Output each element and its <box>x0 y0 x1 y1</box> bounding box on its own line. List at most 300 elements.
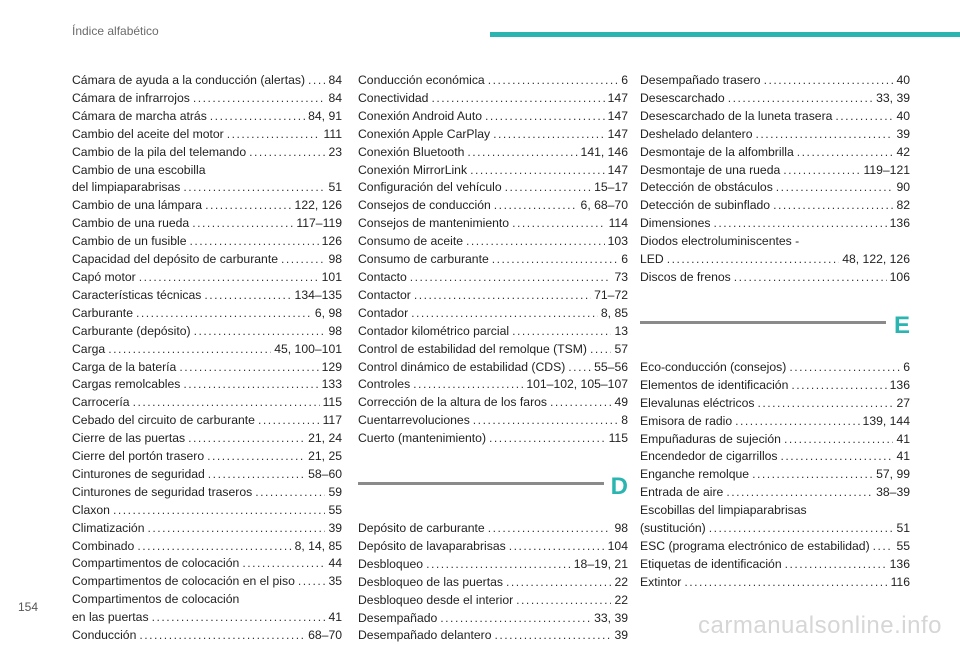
index-page-ref: 115 <box>322 395 342 410</box>
index-term: Carburante <box>72 305 133 320</box>
index-term: Carga <box>72 341 106 356</box>
index-term: Configuración del vehículo <box>358 180 502 195</box>
index-page-ref: 8, 85 <box>600 305 628 320</box>
dot-leader <box>709 520 894 538</box>
index-page-ref: 33, 39 <box>594 610 628 625</box>
dot-leader <box>873 538 894 556</box>
index-entry <box>640 90 910 108</box>
index-entry-row <box>72 144 342 162</box>
index-entry <box>358 359 628 377</box>
index-page-ref: 58–60 <box>308 466 342 481</box>
index-entry-row <box>72 287 342 305</box>
index-page-ref: 104 <box>607 538 628 553</box>
index-entry <box>358 376 628 394</box>
index-page-ref: 98 <box>328 252 342 267</box>
index-term: Cámara de infrarrojos <box>72 90 190 105</box>
index-term: Elementos de identificación <box>640 377 789 392</box>
index-entry-row <box>72 466 342 484</box>
index-entry <box>358 627 628 645</box>
index-entry-heading-line: Diodos electroluminiscentes - <box>640 234 800 249</box>
index-entry-row <box>640 162 910 180</box>
index-page-ref: 90 <box>896 180 910 195</box>
dot-leader <box>207 448 305 466</box>
index-entry <box>72 538 342 556</box>
index-entry <box>72 520 342 538</box>
index-page-ref: 15–17 <box>594 180 628 195</box>
dot-leader <box>505 179 591 197</box>
index-page-ref: 42 <box>896 144 910 159</box>
index-page-ref: 82 <box>896 198 910 213</box>
index-entry <box>640 377 910 395</box>
index-entry <box>358 269 628 287</box>
index-term: Conexión MirrorLink <box>358 162 468 177</box>
index-entry <box>358 412 628 430</box>
dot-leader <box>773 197 893 215</box>
index-page-ref: 44 <box>328 556 342 571</box>
index-page-ref: 6, 98 <box>314 305 342 320</box>
index-entry <box>358 394 628 412</box>
index-term: Desempañado <box>358 610 438 625</box>
index-term: Características técnicas <box>72 287 202 302</box>
index-term: Enganche remolque <box>640 467 750 482</box>
index-term: Contador kilométrico parcial <box>358 323 510 338</box>
index-term: del limpiaparabrisas <box>72 180 181 195</box>
index-entry <box>358 162 628 180</box>
index-page-ref: 45, 100–101 <box>274 341 342 356</box>
dot-leader <box>785 556 887 574</box>
index-page-ref: 134–135 <box>294 287 342 302</box>
index-entry <box>358 323 628 341</box>
index-entry-row <box>72 323 342 341</box>
index-entry-row <box>358 108 628 126</box>
index-page-ref: 55 <box>896 538 910 553</box>
dot-leader <box>789 359 900 377</box>
index-entry-row <box>358 376 628 394</box>
index-term: Desbloqueo <box>358 556 424 571</box>
index-entry <box>72 448 342 466</box>
index-entry <box>358 538 628 556</box>
index-entry-row <box>640 556 910 574</box>
index-entry-row <box>358 556 628 574</box>
index-entry <box>72 233 342 251</box>
index-entry <box>72 305 342 323</box>
index-entry <box>640 484 910 502</box>
index-term: Etiquetas de identificación <box>640 556 782 571</box>
index-term: Controles <box>358 377 411 392</box>
index-page-ref: 6 <box>903 359 910 374</box>
index-term: Contactor <box>358 287 411 302</box>
index-term: (sustitución) <box>640 521 706 536</box>
dot-leader <box>512 215 605 233</box>
dot-leader <box>728 90 873 108</box>
index-entry <box>358 233 628 251</box>
dot-leader <box>426 556 571 574</box>
dot-leader <box>137 538 291 556</box>
index-entry <box>640 179 910 197</box>
dot-leader <box>298 573 326 591</box>
dot-leader <box>204 287 291 305</box>
index-entry <box>640 162 910 180</box>
index-term: Desescarchado de la luneta trasera <box>640 108 833 123</box>
index-term: Extintor <box>640 574 682 589</box>
index-entry-row <box>640 359 910 377</box>
index-entry <box>640 144 910 162</box>
dot-leader <box>227 126 321 144</box>
index-entry-row <box>72 251 342 269</box>
dot-leader <box>410 269 612 287</box>
dot-leader <box>193 90 326 108</box>
dot-leader <box>713 215 886 233</box>
index-page-ref: 22 <box>614 574 628 589</box>
index-term: Cambio de un fusible <box>72 234 187 249</box>
dot-leader <box>192 215 293 233</box>
index-entry <box>72 215 342 233</box>
dot-leader <box>493 126 605 144</box>
index-entry-row <box>358 592 628 610</box>
index-term: Emisora de radio <box>640 413 733 428</box>
section-rule <box>640 321 886 324</box>
dot-leader <box>485 108 605 126</box>
index-entry-heading-line: Escobillas del limpiaparabrisas <box>640 503 807 518</box>
index-entry-row <box>72 430 342 448</box>
index-entry <box>640 556 910 574</box>
dot-leader <box>568 359 591 377</box>
index-entry <box>358 574 628 592</box>
index-entry <box>640 197 910 215</box>
dot-leader <box>488 520 612 538</box>
dot-leader <box>488 72 619 90</box>
index-entry-row <box>640 197 910 215</box>
index-entry-row <box>640 448 910 466</box>
index-term: Consejos de conducción <box>358 198 491 213</box>
index-entry-row <box>358 538 628 556</box>
index-entry-row <box>640 215 910 233</box>
index-entry-row <box>640 466 910 484</box>
index-page-ref: 116 <box>890 574 910 589</box>
index-entry-row <box>640 269 910 287</box>
index-entry <box>640 359 910 377</box>
index-page-ref: 27 <box>896 395 910 410</box>
dot-leader <box>506 574 611 592</box>
dot-leader <box>133 394 320 412</box>
index-page-ref: 6, 68–70 <box>580 198 628 213</box>
index-entry-row <box>358 233 628 251</box>
index-entry-row <box>640 179 910 197</box>
index-entry <box>640 538 910 556</box>
index-page-ref: 147 <box>607 108 628 123</box>
index-entry-row <box>72 520 342 538</box>
index-entry-row <box>640 413 910 431</box>
index-term: Eco-conducción (consejos) <box>640 359 787 374</box>
index-term: Detección de obstáculos <box>640 180 773 195</box>
index-term: Conexión Android Auto <box>358 108 482 123</box>
dot-leader <box>139 269 319 287</box>
index-term: Conectividad <box>358 90 429 105</box>
index-term: Desmontaje de la alfombrilla <box>640 144 794 159</box>
index-entry <box>640 574 910 592</box>
index-entry-row <box>640 574 910 592</box>
index-entry-row <box>640 72 910 90</box>
dot-leader <box>113 502 326 520</box>
index-page-ref: 122, 126 <box>294 198 342 213</box>
index-entry-row <box>358 197 628 215</box>
index-term: Consejos de mantenimiento <box>358 216 510 231</box>
page-number: 154 <box>18 600 39 614</box>
index-term: Conexión Bluetooth <box>358 144 465 159</box>
index-entry <box>640 215 910 233</box>
index-column-2 <box>358 72 628 645</box>
dot-leader <box>494 197 578 215</box>
index-term: Control de estabilidad del remolque (TSM) <box>358 341 587 356</box>
index-page-ref: 103 <box>607 234 628 249</box>
dot-leader <box>249 144 325 162</box>
page-header-title: Índice alfabético <box>72 24 159 38</box>
index-term: Desmontaje de una rueda <box>640 162 781 177</box>
dot-leader <box>281 251 325 269</box>
index-entry-row <box>72 484 342 502</box>
index-entry-row <box>358 251 628 269</box>
index-entry-row <box>358 179 628 197</box>
index-page-ref: 41 <box>896 449 910 464</box>
index-entry-row <box>72 376 342 394</box>
index-entry-row <box>72 305 342 323</box>
index-term: Contador <box>358 305 409 320</box>
index-entry-row <box>358 359 628 377</box>
index-page-ref: 119–121 <box>863 162 910 177</box>
index-page-ref: 147 <box>607 90 628 105</box>
index-term: Conexión Apple CarPlay <box>358 126 491 141</box>
index-term: Consumo de carburante <box>358 252 489 267</box>
index-term: Cámara de marcha atrás <box>72 108 207 123</box>
dot-leader <box>512 323 611 341</box>
dot-leader <box>414 287 591 305</box>
dot-leader <box>590 341 611 359</box>
index-term: Carrocería <box>72 395 130 410</box>
index-term: Discos de frenos <box>640 269 731 284</box>
dot-leader <box>208 466 305 484</box>
index-page-ref: 73 <box>614 269 628 284</box>
dot-leader <box>190 233 319 251</box>
index-entry-row <box>72 502 342 520</box>
index-term: Cuerto (mantenimiento) <box>358 431 487 446</box>
index-entry <box>72 287 342 305</box>
index-entry <box>72 394 342 412</box>
index-page-ref: 57 <box>614 341 628 356</box>
index-entry <box>358 610 628 628</box>
index-entry-row <box>358 72 628 90</box>
dot-leader <box>139 627 305 645</box>
index-term: Conducción económica <box>358 73 485 87</box>
index-term: Deshelado delantero <box>640 126 753 141</box>
index-entry <box>72 591 342 627</box>
index-page-ref: 21, 24 <box>308 431 342 446</box>
index-term: Capacidad del depósito de carburante <box>72 252 278 267</box>
index-page-ref: 136 <box>889 556 910 571</box>
index-page-ref: 114 <box>608 216 628 231</box>
dot-leader <box>431 90 604 108</box>
index-page-ref: 68–70 <box>308 628 342 643</box>
index-page-ref: 101–102, 105–107 <box>526 377 628 392</box>
index-entry <box>72 197 342 215</box>
index-entry <box>640 466 910 484</box>
dot-leader <box>776 179 894 197</box>
index-entry-row <box>358 90 628 108</box>
index-page-ref: 40 <box>896 73 910 87</box>
index-entry-row <box>358 126 628 144</box>
index-page-ref: 51 <box>328 180 342 195</box>
index-entry <box>640 431 910 449</box>
index-page-ref: 136 <box>889 377 910 392</box>
index-term: Empuñaduras de sujeción <box>640 431 781 446</box>
index-term: Compartimentos de colocación <box>72 556 240 571</box>
index-term: Climatización <box>72 520 145 535</box>
index-entry-row <box>640 251 910 269</box>
index-entry <box>72 108 342 126</box>
index-term: Entrada de aire <box>640 485 724 500</box>
index-entry <box>72 555 342 573</box>
index-term: Cinturones de seguridad traseros <box>72 484 253 499</box>
index-page-ref: 59 <box>328 484 342 499</box>
index-term: Desbloqueo desde el interior <box>358 592 514 607</box>
index-page-ref: 101 <box>321 269 342 284</box>
index-term: Cámara de ayuda a la conducción (alertas) <box>72 73 306 87</box>
index-entry-row <box>358 305 628 323</box>
index-entry-row <box>72 448 342 466</box>
index-page-ref: 39 <box>614 628 628 643</box>
index-entry-row <box>358 627 628 645</box>
index-entry <box>358 520 628 538</box>
index-term: Depósito de carburante <box>358 521 485 536</box>
dot-leader <box>755 126 893 144</box>
index-page-ref: 49 <box>614 395 628 410</box>
index-term: Carga de la batería <box>72 359 177 374</box>
index-entry-row <box>72 197 342 215</box>
index-entry-row <box>640 144 910 162</box>
index-term: Cambio de una lámpara <box>72 198 203 213</box>
index-entry <box>72 627 342 645</box>
index-entry <box>640 413 910 431</box>
index-entry <box>72 341 342 359</box>
index-entry <box>640 502 910 538</box>
dot-leader <box>494 627 611 645</box>
index-term: Corrección de la altura de los faros <box>358 395 548 410</box>
index-page-ref: 106 <box>889 269 910 284</box>
index-page-ref: 111 <box>323 126 342 141</box>
index-entry-row <box>358 430 628 448</box>
section-letter: E <box>893 311 910 339</box>
index-page-ref: 98 <box>328 323 342 338</box>
index-page-ref: 23 <box>328 144 342 159</box>
index-term: Combinado <box>72 538 135 553</box>
index-term: Contacto <box>358 269 407 284</box>
index-entry-row <box>72 72 342 90</box>
index-page-ref: 41 <box>328 610 342 625</box>
index-entry-row <box>640 90 910 108</box>
index-term: Cinturones de seguridad <box>72 466 205 481</box>
index-entry <box>72 269 342 287</box>
index-term: Dimensiones <box>640 216 711 231</box>
index-term: Desescarchado <box>640 90 725 105</box>
index-entry <box>640 108 910 126</box>
dot-leader <box>147 520 325 538</box>
index-page-ref: 57, 99 <box>876 467 910 482</box>
index-term: Elevalunas eléctricos <box>640 395 755 410</box>
index-entry <box>640 269 910 287</box>
index-term: Claxon <box>72 502 110 517</box>
index-entry-row <box>358 341 628 359</box>
header-accent-bar <box>490 32 960 37</box>
index-page-ref: 84 <box>328 73 342 87</box>
index-entry-row <box>358 394 628 412</box>
dot-leader <box>308 72 325 90</box>
index-entry <box>640 233 910 269</box>
index-entry <box>358 72 628 90</box>
index-page-ref: 22 <box>614 592 628 607</box>
index-entry <box>358 430 628 448</box>
index-entry-row <box>640 108 910 126</box>
index-page-ref: 18–19, 21 <box>573 556 628 571</box>
section-rule <box>358 482 604 485</box>
index-entry <box>358 251 628 269</box>
dot-leader <box>179 359 318 377</box>
index-page-ref: 21, 25 <box>308 449 342 464</box>
index-term: Consumo de aceite <box>358 234 464 249</box>
index-entry-heading-line: Cambio de una escobilla <box>72 162 206 177</box>
index-entry <box>72 144 342 162</box>
index-entry <box>72 484 342 502</box>
index-page-ref: 139, 144 <box>862 413 910 428</box>
index-entry-row <box>72 555 342 573</box>
index-entry-row <box>72 394 342 412</box>
index-entry-row <box>358 287 628 305</box>
index-entry-row <box>640 520 910 538</box>
index-page-ref: 8, 14, 85 <box>294 538 342 553</box>
index-entry <box>358 90 628 108</box>
index-entry-row <box>640 431 910 449</box>
index-page-ref: 117 <box>322 413 342 428</box>
index-entry-row <box>640 484 910 502</box>
index-entry-row <box>640 377 910 395</box>
watermark: carmanualsonline.info <box>698 612 942 639</box>
index-entry-row <box>640 395 910 413</box>
index-entry <box>72 573 342 591</box>
dot-leader <box>467 144 577 162</box>
index-page-ref: 147 <box>607 162 628 177</box>
index-entry-heading-line: Compartimentos de colocación <box>72 592 240 607</box>
index-page-ref: 51 <box>896 521 910 536</box>
index-entry <box>640 126 910 144</box>
index-term: Desbloqueo de las puertas <box>358 574 503 589</box>
section-divider <box>358 468 628 512</box>
index-page-ref: 40 <box>896 108 910 123</box>
index-entry <box>72 251 342 269</box>
dot-leader <box>152 609 326 627</box>
index-page-ref: 8 <box>621 413 628 428</box>
index-entry <box>358 341 628 359</box>
index-entry-row <box>72 573 342 591</box>
index-entry <box>358 108 628 126</box>
index-entry <box>358 197 628 215</box>
dot-leader <box>492 251 618 269</box>
index-entry <box>72 502 342 520</box>
index-entry-row <box>72 215 342 233</box>
index-entry-row <box>358 412 628 430</box>
index-column-3 <box>640 72 910 592</box>
index-entry <box>358 592 628 610</box>
index-page-ref: 13 <box>614 323 628 338</box>
index-entry-row <box>72 538 342 556</box>
index-term: Cargas remolcables <box>72 377 181 392</box>
